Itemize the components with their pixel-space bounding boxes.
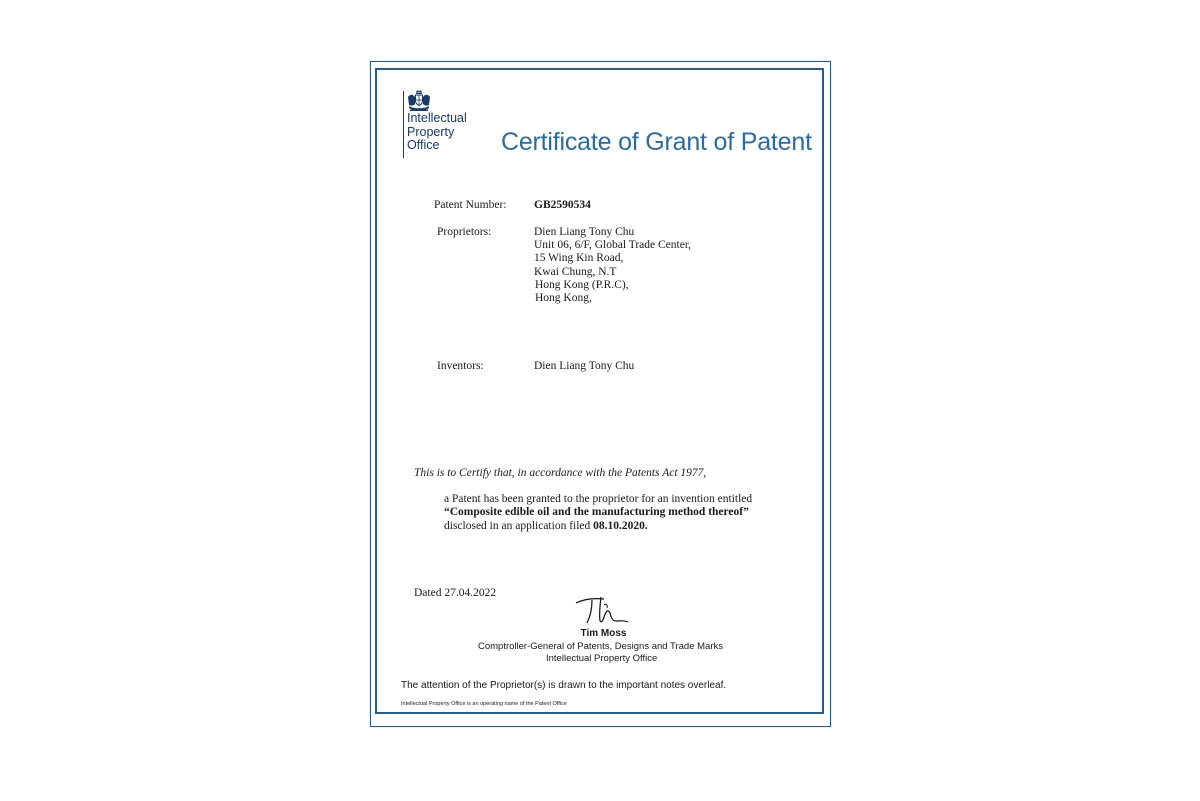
proprietors-label: Proprietors: <box>437 226 492 238</box>
signatory-role-line1: Comptroller-General of Patents, Designs and Trade Marks <box>478 641 723 652</box>
proprietors-address <box>534 226 691 305</box>
inventors-label: Inventors: <box>437 360 484 372</box>
footnote: Intellectual Property Office is an operating name of the Patent Office <box>401 701 567 707</box>
certificate-title: Certificate of Grant of Patent <box>501 128 812 156</box>
proprietor-line: Dien Liang Tony Chu <box>534 226 635 238</box>
inventors-value: Dien Liang Tony Chu <box>534 360 635 372</box>
proprietor-line: Unit 06, 6/F, Global Trade Center, <box>534 239 692 252</box>
proprietor-line: Kwai Chung, N.T <box>534 265 617 278</box>
proprietor-line: Hong Kong (P.R.C), <box>535 278 629 291</box>
certification-line1: a Patent has been granted to the proprietor for an invention entitled <box>444 493 753 505</box>
ipo-name-line3: Office <box>407 138 440 152</box>
proprietor-line: Hong Kong, <box>535 292 592 305</box>
signatory-name <box>371 628 834 639</box>
dated-text: Dated 27.04.2022 <box>414 587 497 599</box>
invention-title: “Composite edible oil and the manufacturing method thereof” <box>444 506 749 518</box>
important-notice: The attention of the Proprietor(s) is drawn to the important notes overleaf. <box>401 680 727 691</box>
filed-prefix: disclosed in an application filed <box>444 520 594 532</box>
royal-coat-of-arms-icon <box>406 89 432 113</box>
proprietor-line: 15 Wing Kin Road, <box>534 252 624 265</box>
ipo-name-line1: Intellectual <box>407 111 467 125</box>
ipo-logo-text <box>407 112 467 153</box>
signatory-name-text: Tim Moss <box>580 628 627 639</box>
patent-certificate <box>370 61 831 727</box>
patent-number-label: Patent Number: <box>434 199 507 211</box>
certification-intro: This is to Certify that, in accordance with the Patents Act 1977, <box>414 467 707 479</box>
ipo-name-line2: Property <box>407 124 455 139</box>
signatory-role-line2: Intellectual Property Office <box>546 653 658 664</box>
ipo-logo-rule <box>403 91 404 158</box>
signature-icon <box>574 593 630 629</box>
filed-date: 08.10.2020. <box>593 520 648 532</box>
patent-number-value: GB2590534 <box>534 199 591 211</box>
certification-line3 <box>444 520 648 532</box>
